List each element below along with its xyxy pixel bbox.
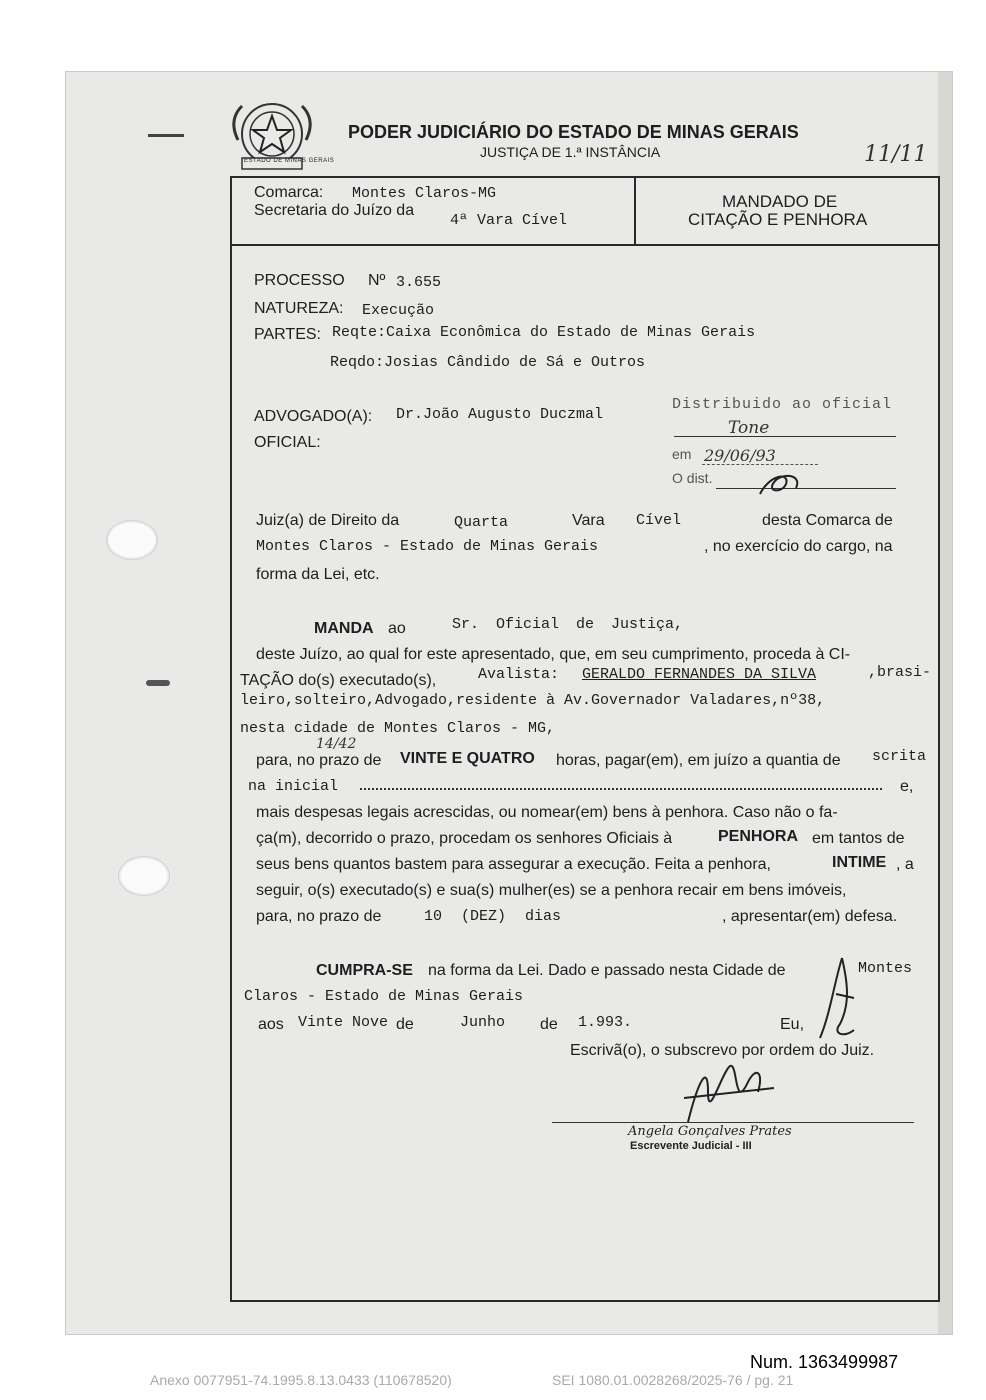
natureza-value: Execução (362, 302, 435, 319)
body-line-5a: para, no prazo de (256, 752, 382, 769)
dist-initials-signature (756, 470, 806, 498)
oficial-label: OFICIAL: (254, 434, 321, 451)
body-line-9c: , a (896, 856, 914, 873)
distribution-stamp: Distribuido ao oficial (672, 396, 893, 413)
forma-lei: forma da Lei, etc. (256, 566, 380, 583)
body-line-6-typed: na inicial (248, 778, 339, 795)
body-line-9a: seus bens quantos bastem para assegurar a execução. Feita a penhora, (256, 856, 771, 873)
intime-word: INTIME (832, 854, 887, 871)
advogado-value: Dr.João Augusto Duczmal (396, 406, 604, 423)
stamp-officer-name: Tone (728, 418, 770, 438)
body-line-11a: para, no prazo de (256, 908, 382, 925)
stamp-dist-line (716, 488, 896, 489)
body-line-5c: horas, pagar(em), em juízo a quantia de (556, 752, 841, 769)
escrivao-signature (814, 954, 864, 1042)
exercicio: , no exercício do cargo, na (704, 538, 893, 555)
day-typed: Vinte Nove (298, 1014, 389, 1031)
body-line-2-typed-a: Avalista: (478, 666, 560, 683)
juiz-prefix: Juiz(a) de Direito da (256, 512, 400, 529)
signature-stamp-role: Escrevente Judicial - III (630, 1140, 752, 1152)
partes-reqte: Reqte:Caixa Econômica do Estado de Minas Gerais (332, 324, 756, 341)
stamp-em-label: em (672, 446, 692, 462)
escriva-line: Escrivã(o), o subscrevo por ordem do Juiz. (570, 1042, 875, 1059)
city-typed-b: Claros - Estado de Minas Gerais (244, 988, 524, 1005)
body-line-11c: , apresentar(em) defesa. (722, 908, 898, 925)
annex-reference: Anexo 0077951-74.1995.8.13.0433 (110678520) (150, 1372, 452, 1388)
header-subtitle: JUSTIÇA DE 1.ª INSTÂNCIA (480, 144, 661, 160)
juiz-vara: Vara (572, 512, 605, 529)
punch-hole-top (106, 520, 158, 560)
comarca-label: Comarca: (254, 184, 324, 201)
body-line-10: seguir, o(s) executado(s) e sua(s) mulher(es) se a penhora recair em bens imóveis, (256, 882, 847, 899)
month-typed: Junho (460, 1014, 506, 1031)
processo-label: PROCESSO (254, 272, 345, 289)
header-box-divider (634, 178, 636, 244)
document-number: Num. 1363499987 (750, 1352, 899, 1372)
cumpra-se: CUMPRA-SE (316, 962, 413, 979)
year-typed: 1.993. (578, 1014, 633, 1031)
penhora-word: PENHORA (718, 828, 799, 845)
processo-value: 3.655 (396, 274, 442, 291)
secretaria-value: 4ª Vara Cível (450, 212, 568, 229)
body-line-5-typed: scrita (872, 748, 927, 765)
juiz-suffix: desta Comarca de (762, 512, 893, 529)
dotted-fill-line (360, 788, 882, 790)
body-line-8a: ça(m), decorrido o prazo, procedam os senhores Oficiais à (256, 830, 673, 847)
prazo-vinte-e-quatro: VINTE E QUATRO (400, 750, 535, 767)
body-line-6-end: e, (900, 778, 914, 795)
stamp-date: 29/06/93 (704, 446, 776, 465)
stamp-line (674, 436, 896, 437)
body-line-3: leiro,solteiro,Advogado,residente à Av.Governador Valadares,nº38, (240, 692, 826, 709)
seal-label: ESTADO DE MINAS GERAIS (244, 158, 335, 164)
secretaria-label: Secretaria do Juízo da (254, 202, 415, 219)
partes-reqdo: Reqdo:Josias Cândido de Sá e Outros (330, 354, 646, 371)
doc-type-line2: CITAÇÃO E PENHORA (688, 210, 868, 229)
body-line-1: deste Juízo, ao qual for este apresentado, que, em seu cumprimento, proceda à CI- (256, 646, 851, 663)
margin-mark (146, 680, 170, 686)
executado-name: GERALDO FERNANDES DA SILVA (582, 666, 817, 683)
prazo-defesa-typed: 10 (DEZ) dias (424, 908, 562, 925)
doc-type-line1: MANDADO DE (722, 192, 838, 211)
stamp-dist-label: O dist. (672, 470, 713, 486)
sheet-edge (938, 72, 952, 1334)
margin-mark (148, 134, 184, 137)
comarca-full: Montes Claros - Estado de Minas Gerais (256, 538, 599, 555)
juiz-vara-num: Quarta (454, 514, 509, 531)
aos-label: aos (258, 1016, 284, 1033)
handwritten-note: 14/42 (316, 736, 357, 752)
natureza-label: NATUREZA: (254, 300, 344, 317)
body-line-7: mais despesas legais acrescidas, ou nomear(em) bens à penhora. Caso não o fa- (256, 804, 838, 821)
coat-of-arms-icon (228, 100, 335, 172)
eu-label: Eu, (780, 1016, 805, 1033)
juiz-vara-tipo: Cível (636, 512, 682, 529)
sei-reference: SEI 1080.01.0028268/2025-76 / pg. 21 (552, 1372, 794, 1388)
processo-no-label: Nº (368, 272, 386, 289)
de-label-1: de (396, 1016, 414, 1033)
punch-hole-bottom (118, 856, 170, 896)
body-line-8c: em tantos de (812, 830, 905, 847)
page-mark: 11/11 (864, 142, 928, 167)
de-label-2: de (540, 1016, 558, 1033)
signature-stamp-name: Angela Gonçalves Prates (628, 1124, 792, 1139)
stamp-date-line (702, 464, 818, 465)
manda-dest: Sr. Oficial de Justiça, (452, 616, 684, 633)
city-typed-a: Montes (858, 960, 913, 977)
body-line-2-prefix: TAÇÃO do(s) executado(s), (240, 672, 437, 689)
comarca-value: Montes Claros-MG (352, 185, 497, 202)
header-title: PODER JUDICIÁRIO DO ESTADO DE MINAS GERAIS (348, 122, 799, 142)
advogado-label: ADVOGADO(A): (254, 408, 373, 425)
manda-ao: ao (388, 620, 406, 637)
cumpra-rest: na forma da Lei. Dado e passado nesta Cidade de (428, 962, 786, 979)
body-line-4: nesta cidade de Montes Claros - MG, (240, 720, 556, 737)
manda-word: MANDA (314, 620, 374, 637)
body-line-2-typed-c: ,brasi- (868, 664, 932, 681)
partes-label: PARTES: (254, 326, 321, 343)
judge-signature (678, 1062, 778, 1126)
signature-line (552, 1122, 914, 1123)
